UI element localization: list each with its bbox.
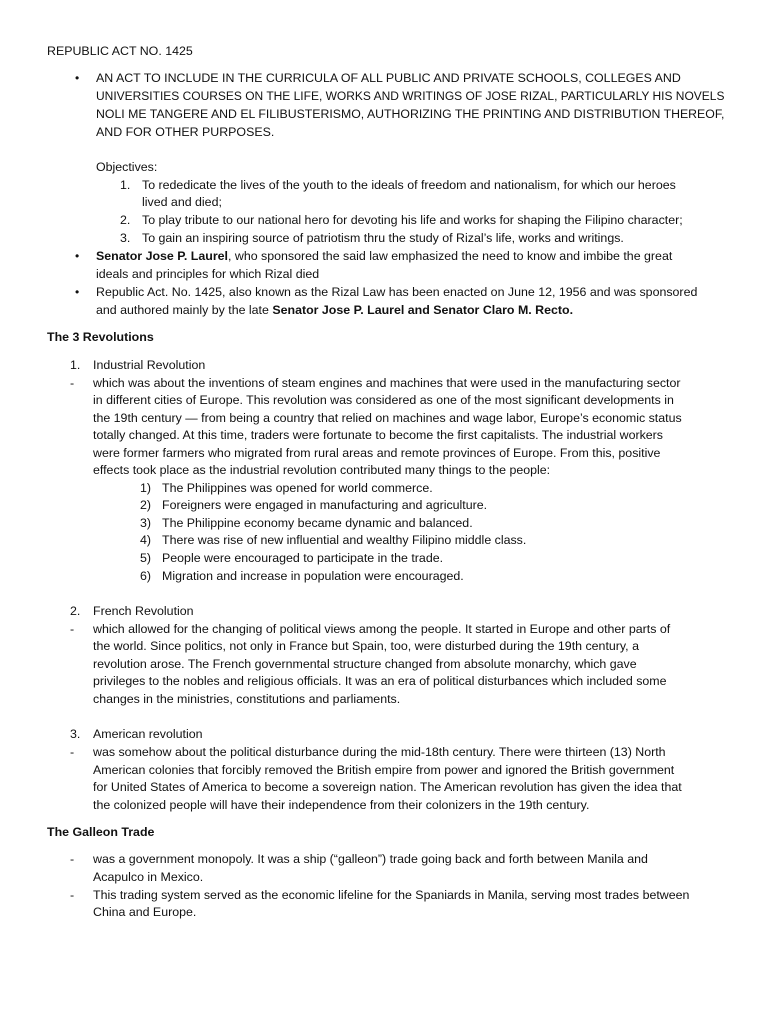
objective-text: To rededicate the lives of the youth to the ideals of freedom and nationalism, for which our heroes	[142, 178, 676, 192]
effect-number: 2)	[140, 498, 152, 512]
rizal-law-line: Republic Act. No. 1425, also known as the Rizal Law has been enacted on June 12, 1956 and was sponsored	[96, 285, 698, 299]
rizal-law-text: and authored mainly by the late	[96, 303, 273, 317]
revolution-title: French Revolution	[93, 604, 194, 618]
document-title: REPUBLIC ACT NO. 1425	[47, 44, 193, 58]
revolution-title: American revolution	[93, 727, 203, 741]
revolution-text: American colonies that forcibly removed the British empire from power and ignored the British government	[93, 763, 675, 777]
revolution-text: the world. Since politics, not only in France but Spain, too, were disturbed during the 19th century, a	[93, 639, 639, 653]
act-description-line: NOLI ME TANGERE AND EL FILIBUSTERISMO, AUTHORIZING THE PRINTING AND DISTRIBUTION THEREOF,	[96, 107, 725, 121]
objective-text: lived and died;	[142, 195, 222, 209]
galleon-heading: The Galleon Trade	[47, 825, 155, 839]
objective-text: To play tribute to our national hero for devoting his life and works for shaping the Filipino character;	[142, 213, 683, 227]
act-description-line: AND FOR OTHER PURPOSES.	[96, 125, 275, 139]
revolution-text: revolution arose. The French governmental structure changed from absolute monarchy, which gave	[93, 657, 637, 671]
bullet-marker: •	[75, 285, 80, 299]
revolution-text: privileges to the nobles and religious officials. It was an era of political disturbances which included some	[93, 674, 667, 688]
rizal-law-line	[96, 302, 573, 320]
act-description-line: AN ACT TO INCLUDE IN THE CURRICULA OF ALL PUBLIC AND PRIVATE SCHOOLS, COLLEGES AND	[96, 71, 681, 85]
objective-text: To gain an inspiring source of patriotism thru the study of Rizal’s life, works and writings.	[142, 231, 624, 245]
effect-text: There was rise of new influential and wealthy Filipino middle class.	[162, 533, 527, 547]
effect-text: People were encouraged to participate in the trade.	[162, 551, 444, 565]
galleon-text: was a government monopoly. It was a ship (“galleon”) trade going back and forth between Manila and	[93, 852, 648, 866]
effect-number: 3)	[140, 516, 152, 530]
laurel-text: , who sponsored the said law emphasized the need to know and imbibe the great	[228, 249, 673, 263]
bullet-marker: •	[75, 249, 80, 263]
revolution-text: totally changed. At this time, traders were fortunate to become the first capitalists. The industrial workers	[93, 428, 664, 442]
objective-number: 2.	[120, 213, 131, 227]
effect-number: 4)	[140, 533, 152, 547]
revolution-number: 3.	[70, 727, 81, 741]
revolution-number: 2.	[70, 604, 81, 618]
effect-number: 5)	[140, 551, 152, 565]
dash-marker: -	[70, 888, 75, 902]
effect-number: 6)	[140, 569, 152, 583]
revolution-text: in different cities of Europe. This revolution was considered as one of the most significant developments in	[93, 393, 674, 407]
laurel-paragraph-line	[96, 248, 672, 266]
act-description-line: UNIVERSITIES COURSES ON THE LIFE, WORKS AND WRITINGS OF JOSE RIZAL, PARTICULARLY HIS NOVELS	[96, 89, 725, 103]
dash-marker: -	[70, 745, 75, 759]
revolution-text: changes in the ministries, constitutions and parliaments.	[93, 692, 401, 706]
effect-number: 1)	[140, 481, 152, 495]
laurel-name: Senator Jose P. Laurel	[96, 249, 228, 263]
galleon-text: China and Europe.	[93, 905, 197, 919]
dash-marker: -	[70, 376, 75, 390]
revolution-text: was somehow about the political disturbance during the mid-18th century. There were thirteen (13) North	[93, 745, 666, 759]
objective-number: 1.	[120, 178, 131, 192]
revolution-text: for United States of America to become a sovereign nation. The American revolution has given the idea that	[93, 780, 682, 794]
revolution-text: the 19th century — from being a country that relied on machines and wage labor, Europe’s economic status	[93, 411, 682, 425]
galleon-text: Acapulco in Mexico.	[93, 870, 204, 884]
laurel-paragraph-line: ideals and principles for which Rizal died	[96, 267, 320, 281]
revolution-title: Industrial Revolution	[93, 358, 206, 372]
revolution-number: 1.	[70, 358, 81, 372]
revolution-text: the colonized people will have their independence from their colonizers in the 19th century.	[93, 798, 590, 812]
revolution-text: which allowed for the changing of political views among the people. It started in Europe and other parts of	[93, 622, 671, 636]
effect-text: Foreigners were engaged in manufacturing and agriculture.	[162, 498, 488, 512]
revolution-text: effects took place as the industrial revolution contributed many things to the people:	[93, 463, 551, 477]
revolution-text: which was about the inventions of steam engines and machines that were used in the manufacturing sector	[93, 376, 681, 390]
effect-text: The Philippines was opened for world commerce.	[162, 481, 433, 495]
revolution-text: were former farmers who migrated from rural areas and remote provinces of Europe. From this, positive	[93, 446, 661, 460]
effect-text: The Philippine economy became dynamic and balanced.	[162, 516, 473, 530]
objectives-label: Objectives:	[96, 160, 158, 174]
objective-number: 3.	[120, 231, 131, 245]
effect-text: Migration and increase in population were encouraged.	[162, 569, 464, 583]
revolutions-heading: The 3 Revolutions	[47, 330, 154, 344]
dash-marker: -	[70, 622, 75, 636]
bullet-marker: •	[75, 71, 80, 85]
dash-marker: -	[70, 852, 75, 866]
rizal-law-authors: Senator Jose P. Laurel and Senator Claro M. Recto.	[272, 303, 574, 317]
galleon-text: This trading system served as the economic lifeline for the Spaniards in Manila, serving most trades between	[93, 888, 690, 902]
